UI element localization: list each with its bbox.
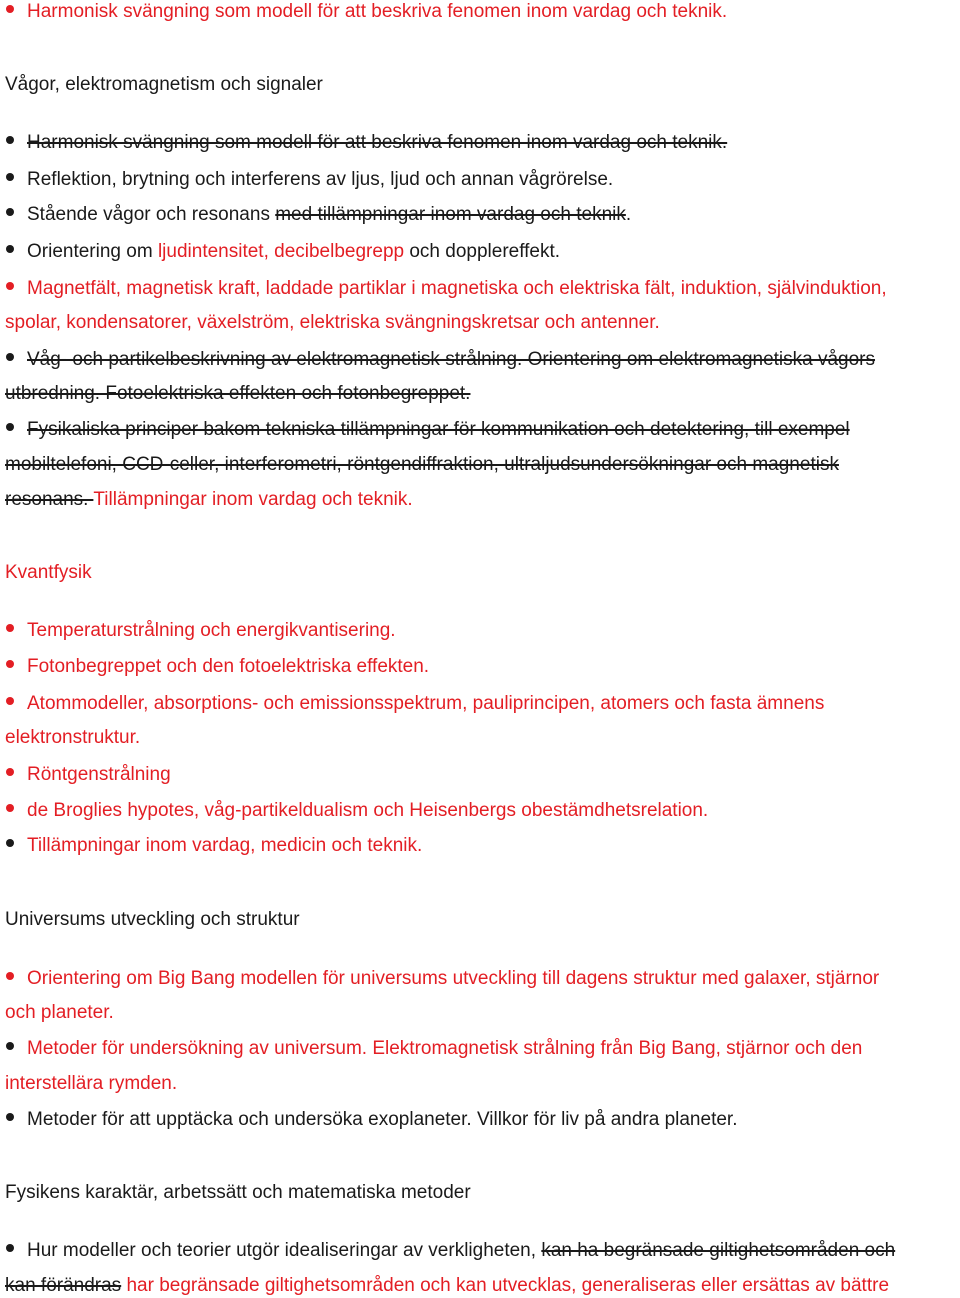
list-item: Harmonisk svängning som modell för att beskriva fenomen inom vardag och teknik. bbox=[27, 1, 728, 22]
list-item-continuation: kan förändras har begränsade giltighetsområden och kan utvecklas, generaliseras eller ersättas av bättre bbox=[5, 1275, 890, 1296]
list-item: Reflektion, brytning och interferens av ljus, ljud och annan vågrörelse. bbox=[27, 169, 614, 190]
list-item: Stående vågor och resonans med tillämpningar inom vardag och teknik. bbox=[27, 204, 632, 225]
list-item: Orientering om Big Bang modellen för universums utveckling till dagens struktur med galaxer, stjärnor bbox=[27, 968, 880, 989]
section-heading-nature: Fysikens karaktär, arbetssätt och matematiska metoder bbox=[5, 1182, 471, 1203]
section-heading-universe: Universums utveckling och struktur bbox=[5, 909, 300, 930]
section-heading-waves: Vågor, elektromagnetism och signaler bbox=[5, 74, 323, 95]
list-item-continuation: och planeter. bbox=[5, 1002, 114, 1023]
list-item: Fysikaliska principer bakom tekniska tillämpningar för kommunikation och detektering, till exempel bbox=[27, 419, 850, 440]
list-item-continuation: interstellära rymden. bbox=[5, 1073, 178, 1094]
list-item: Våg- och partikelbeskrivning av elektromagnetisk strålning. Orientering om elektromagnetiska vågors bbox=[27, 349, 876, 370]
section-heading-quantum: Kvantfysik bbox=[5, 562, 92, 583]
list-item: Fotonbegreppet och den fotoelektriska effekten. bbox=[27, 656, 430, 677]
list-item: Metoder för undersökning av universum. Elektromagnetisk strålning från Big Bang, stjärnor och den bbox=[27, 1038, 863, 1059]
list-item: Temperaturstrålning och energikvantisering. bbox=[27, 620, 396, 641]
list-item-continuation: utbredning. Fotoelektriska effekten och fotonbegreppet. bbox=[5, 383, 471, 404]
list-item-continuation: mobiltelefoni, CCD-celler, interferometri, röntgendiffraktion, ultraljudsundersökningar och magnetisk bbox=[5, 454, 839, 475]
list-item: Röntgenstrålning bbox=[27, 764, 171, 785]
list-item-continuation: resonans. Tillämpningar inom vardag och teknik. bbox=[5, 489, 413, 510]
list-item: Metoder för att upptäcka och undersöka exoplaneter. Villkor för liv på andra planeter. bbox=[27, 1109, 738, 1130]
list-item: Hur modeller och teorier utgör idealiseringar av verkligheten, kan ha begränsade giltighetsområden och bbox=[27, 1240, 896, 1261]
list-item-continuation: spolar, kondensatorer, växelström, elektriska svängningskretsar och antenner. bbox=[5, 312, 660, 333]
list-item: Harmonisk svängning som modell för att beskriva fenomen inom vardag och teknik. bbox=[27, 132, 728, 153]
list-item: Atommodeller, absorptions- och emissionsspektrum, pauliprincipen, atomers och fasta ämnens bbox=[27, 693, 825, 714]
list-item: Orientering om ljudintensitet, decibelbegrepp och dopplereffekt. bbox=[27, 241, 561, 262]
list-item-continuation: elektronstruktur. bbox=[5, 727, 141, 748]
list-item: Tillämpningar inom vardag, medicin och teknik. bbox=[27, 835, 423, 856]
list-item: de Broglies hypotes, våg-partikeldualism och Heisenbergs obestämdhetsrelation. bbox=[27, 800, 709, 821]
list-item: Magnetfält, magnetisk kraft, laddade partiklar i magnetiska och elektriska fält, induktion, självinduktion, bbox=[27, 278, 887, 299]
